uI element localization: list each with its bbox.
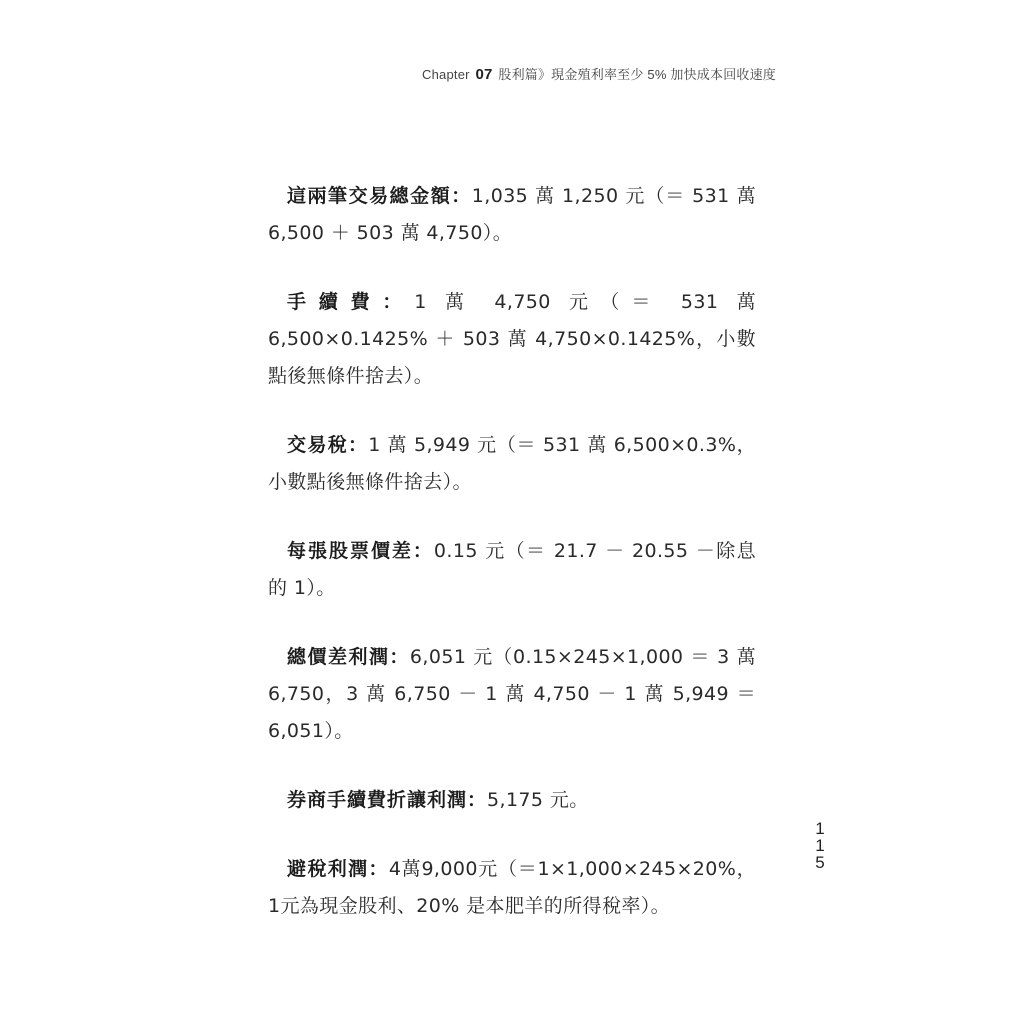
paragraph-text: 6,051 元（0.15×245×1,000 ＝ 3 萬 6,750，3 萬 6,750 － 1 萬 4,750 － 1 萬 5,949 ＝ 6,051）。 [268,646,756,742]
paragraph-text: 5,175 元。 [487,789,589,811]
paragraph-label: 交易稅： [287,434,369,456]
paragraph-text: 1 萬 5,949 元（＝ 531 萬 6,500×0.3%，小數點後無條件捨去）。 [268,434,756,493]
paragraph-label: 每張股票價差： [287,540,434,562]
paragraph-transaction-tax [268,427,756,501]
page-number: 115 [815,819,825,872]
paragraph-label: 手續費： [287,291,415,313]
paragraph-label: 這兩筆交易總金額： [287,185,472,207]
chapter-number: 07 [475,66,493,83]
paragraph-text: 0.15 元（＝ 21.7 － 20.55 －除息的 1）。 [268,540,756,599]
paragraph-price-spread [268,533,756,607]
paragraph-tax-avoidance [268,851,756,925]
paragraph-handling-fee [268,284,756,395]
chapter-word: Chapter [422,67,470,82]
paragraph-broker-discount [268,782,756,819]
paragraph-text: 4萬9,000元（＝1×1,000×245×20%，1元為現金股利、20% 是本肥羊的所得稅率）。 [268,858,756,917]
paragraph-total-profit [268,639,756,750]
chapter-title: 股利篇》現金殖利率至少 5% 加快成本回收速度 [498,67,776,82]
paragraph-label: 避稅利潤： [287,858,389,880]
paragraph-text: 1,035 萬 1,250 元（＝ 531 萬 6,500 ＋ 503 萬 4,750）。 [268,185,756,244]
running-header [422,64,776,83]
paragraph-text: 1 萬 4,750 元（＝ 531 萬 6,500×0.1425% ＋ 503 萬 4,750×0.1425%，小數點後無條件捨去）。 [268,291,756,387]
body-text [268,178,756,957]
paragraph-total-amount [268,178,756,252]
paragraph-label: 總價差利潤： [287,646,410,668]
paragraph-label: 券商手續費折讓利潤： [287,789,488,811]
